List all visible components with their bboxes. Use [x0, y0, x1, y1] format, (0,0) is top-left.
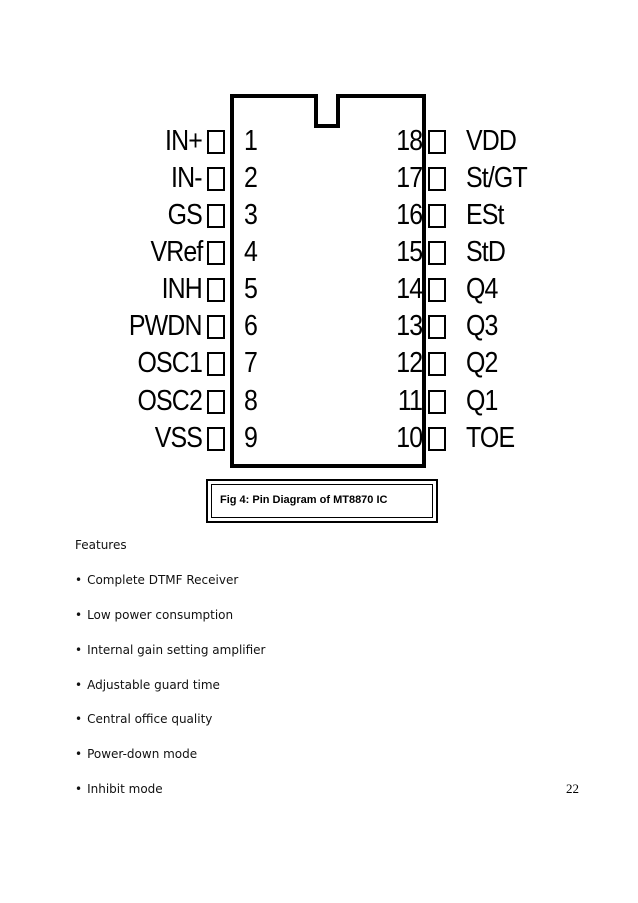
bullet: •	[75, 573, 83, 587]
pin-number: 8	[244, 385, 258, 417]
pin-number: 13	[395, 310, 422, 342]
list-item-text: Central office quality	[87, 712, 213, 726]
bullet: •	[75, 643, 83, 657]
pin-label: StD	[466, 236, 505, 268]
list-item-text: Inhibit mode	[87, 782, 163, 796]
pin-number: 9	[244, 422, 258, 454]
pin-label: IN-	[171, 162, 202, 194]
pin-pad	[428, 278, 446, 302]
pin-label: OSC2	[137, 385, 202, 417]
pin-pad	[428, 204, 446, 228]
pin-pad	[428, 167, 446, 191]
pin-number: 12	[395, 347, 422, 379]
pin-pad	[428, 315, 446, 339]
pin-pad	[428, 241, 446, 265]
pin-label: Q1	[466, 385, 498, 417]
pin-pad	[428, 427, 446, 451]
pin-13	[0, 310, 638, 344]
bullet: •	[75, 712, 83, 726]
pin-pad	[428, 130, 446, 154]
pin-number: 18	[395, 125, 422, 157]
list-item	[75, 712, 212, 726]
pin-number: 7	[244, 347, 258, 379]
bullet: •	[75, 782, 83, 796]
pin-label: VRef	[149, 236, 202, 268]
pin-label: PWDN	[129, 310, 202, 342]
list-item	[75, 608, 233, 622]
pin-label: GS	[167, 199, 202, 231]
pin-label: ESt	[466, 199, 504, 231]
list-item-text: Complete DTMF Receiver	[87, 573, 239, 587]
pin-number: 1	[244, 125, 258, 157]
list-item-text: Low power consumption	[87, 608, 234, 622]
pin-label: VSS	[154, 422, 202, 454]
bullet: •	[75, 608, 83, 622]
pin-18	[0, 125, 638, 159]
pin-17	[0, 162, 638, 196]
pin-label: TOE	[466, 422, 515, 454]
features-heading: Features	[75, 538, 127, 552]
figure-caption: Fig 4: Pin Diagram of MT8870 IC	[211, 484, 433, 518]
list-item	[75, 782, 163, 796]
pin-number: 17	[395, 162, 422, 194]
pin-number: 11	[397, 385, 422, 417]
pin-label: Q4	[466, 273, 498, 305]
list-item	[75, 747, 197, 761]
pin-number: 16	[395, 199, 422, 231]
pin-number: 4	[244, 236, 258, 268]
list-item-text: Internal gain setting amplifier	[87, 643, 266, 657]
bullet: •	[75, 678, 83, 692]
bullet: •	[75, 747, 83, 761]
pin-number: 10	[395, 422, 422, 454]
pin-label: IN+	[165, 125, 202, 157]
figure-caption-frame	[206, 479, 438, 523]
pin-12	[0, 347, 638, 381]
page-number: 22	[566, 781, 579, 796]
pin-pad	[428, 390, 446, 414]
pin-pad	[428, 352, 446, 376]
chip-notch	[314, 94, 340, 128]
pin-label: Q2	[466, 347, 498, 379]
pin-number: 5	[244, 273, 258, 305]
pin-15	[0, 236, 638, 270]
pin-number: 6	[244, 310, 258, 342]
pin-number: 3	[244, 199, 258, 231]
pin-label: St/GT	[466, 162, 527, 194]
pin-label: OSC1	[137, 347, 202, 379]
list-item-text: Adjustable guard time	[87, 678, 220, 692]
pin-label: INH	[161, 273, 202, 305]
pin-10	[0, 422, 638, 456]
pin-11	[0, 385, 638, 419]
pin-label: Q3	[466, 310, 498, 342]
list-item	[75, 643, 265, 657]
pin-number: 15	[395, 236, 422, 268]
list-item-text: Power-down mode	[87, 747, 198, 761]
pin-number: 2	[244, 162, 258, 194]
list-item	[75, 573, 238, 587]
pin-14	[0, 273, 638, 307]
pin-number: 14	[395, 273, 422, 305]
list-item	[75, 678, 220, 692]
pin-label: VDD	[466, 125, 517, 157]
pin-16	[0, 199, 638, 233]
